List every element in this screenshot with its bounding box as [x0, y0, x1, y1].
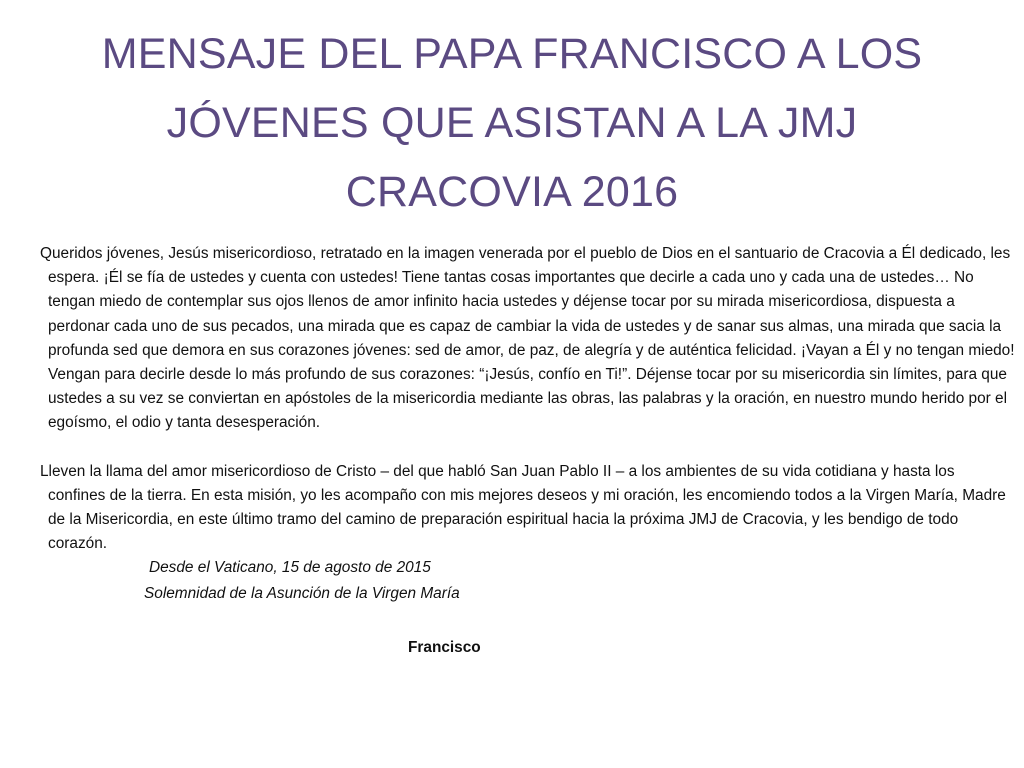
- title-line-1: MENSAJE DEL PAPA FRANCISCO A LOS: [101, 30, 923, 78]
- date-line: Desde el Vaticano, 15 de agosto de 2015: [149, 559, 431, 577]
- paragraph-1: Queridos jóvenes, Jesús misericordioso, retratado en la imagen venerada por el pueblo de Dios en el santuario de Cracovia a Él dedicado, les espera. ¡Él se fía de ustedes y cuenta con ustedes! Tiene tantas cosas importantes que decirle a cada uno y cada una de ustedes… No tengan miedo de contemplar sus ojos llenos de amor infinito hacia ustedes y déjense tocar por su mirada misericordiosa, dispuesta a perdonar cada uno de sus pecados, una mirada que es capaz de cambiar la vida de ustedes y de sanar sus almas, una mirada que sacia la profunda sed que demora en sus corazones jóvenes: sed de amor, de paz, de alegría y de auténtica felicidad. ¡Vayan a Él y no tengan miedo! Vengan para decirle desde lo más profundo de sus corazones: “¡Jesús, confío en Ti!”. Déjense tocar por su misericordia sin límites, para que ustedes a su vez se conviertan en apóstoles de la misericordia mediante las obras, las palabras y la oración, en nuestro mundo herido por el egoísmo, el odio y tanta desesperación.: [40, 245, 1015, 432]
- title-line-3: CRACOVIA 2016: [345, 168, 679, 216]
- title-line-2: JÓVENES QUE ASISTAN A LA JMJ: [166, 99, 858, 147]
- feast-line: Solemnidad de la Asunción de la Virgen María: [144, 585, 460, 603]
- signature: Francisco: [408, 639, 481, 657]
- page-title: [40, 20, 984, 227]
- message-body: [34, 242, 1016, 660]
- paragraph-2: Lleven la llama del amor misericordioso de Cristo – del que habló San Juan Pablo II – a los ambientes de su vida cotidiana y hasta los confines de la tierra. En esta misión, yo les acompaño con mis mejores deseos y mi oración, les encomiendo todos a la Virgen María, Madre de la Misericordia, en este último tramo del camino de preparación espiritual hacia la próxima JMJ de Cracovia, y les bendigo de todo corazón.: [40, 462, 1006, 553]
